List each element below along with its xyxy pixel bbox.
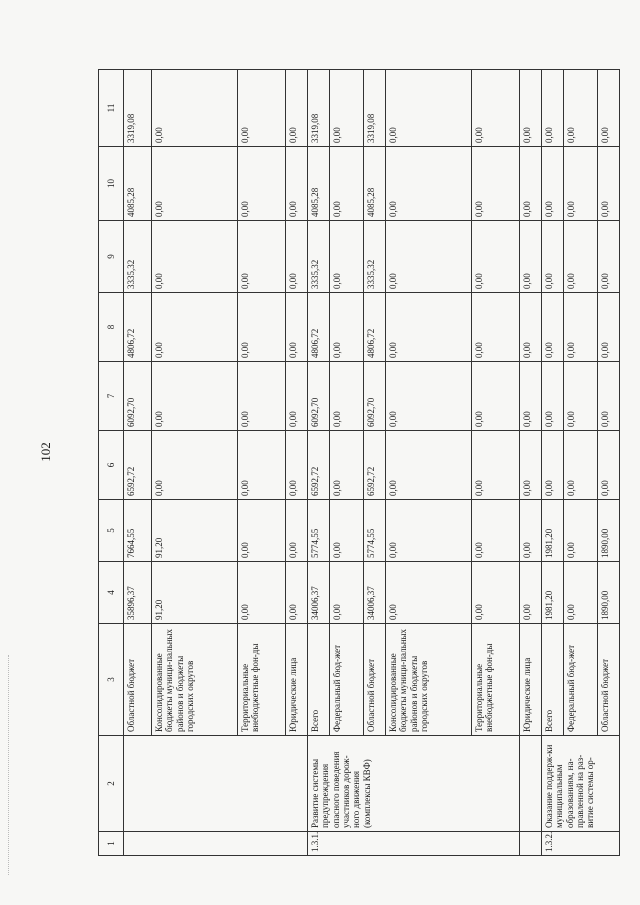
amount-cell: 0,00 — [152, 221, 238, 293]
amount-cell: 0,00 — [386, 70, 472, 147]
amount-cell: 1981,20 — [542, 562, 564, 624]
amount-cell: 0,00 — [238, 147, 286, 221]
amount-cell: 0,00 — [598, 147, 620, 221]
table-header-row — [99, 70, 124, 856]
header-cell: 1 — [99, 832, 124, 856]
header-cell: 7 — [99, 362, 124, 431]
amount-cell: 0,00 — [386, 431, 472, 500]
amount-cell: 6092,70 — [124, 362, 152, 431]
amount-cell: 7664,55 — [124, 500, 152, 562]
amount-cell: 0,00 — [542, 431, 564, 500]
amount-cell: 0,00 — [238, 362, 286, 431]
amount-cell: 0,00 — [564, 362, 598, 431]
amount-cell: 0,00 — [598, 70, 620, 147]
amount-cell: 0,00 — [330, 500, 364, 562]
amount-cell: 0,00 — [564, 221, 598, 293]
funding-source-cell: Областной бюджет — [364, 624, 386, 736]
amount-cell: 0,00 — [472, 221, 520, 293]
amount-cell: 0,00 — [542, 221, 564, 293]
item-number-cell: 1.3.2. — [542, 832, 620, 856]
amount-cell: 0,00 — [598, 221, 620, 293]
amount-cell: 5774,55 — [308, 500, 330, 562]
amount-cell: 0,00 — [238, 562, 286, 624]
amount-cell: 5774,55 — [364, 500, 386, 562]
amount-cell: 0,00 — [238, 500, 286, 562]
amount-cell: 1981,20 — [542, 500, 564, 562]
amount-cell: 0,00 — [330, 221, 364, 293]
funding-source-cell: Областной бюджет — [124, 624, 152, 736]
funding-source-cell: Федеральный бюд-жет — [564, 624, 598, 736]
table-row — [308, 70, 330, 856]
header-cell: 3 — [99, 624, 124, 736]
amount-cell: 4806,72 — [124, 293, 152, 362]
amount-cell: 4806,72 — [364, 293, 386, 362]
table-row — [124, 70, 152, 856]
amount-cell: 4085,28 — [364, 147, 386, 221]
item-number-cell: 1.3.1. — [308, 832, 520, 856]
amount-cell: 0,00 — [472, 70, 520, 147]
amount-cell: 0,00 — [520, 431, 542, 500]
amount-cell: 0,00 — [286, 221, 308, 293]
amount-cell: 0,00 — [238, 70, 286, 147]
amount-cell: 0,00 — [520, 500, 542, 562]
amount-cell: 0,00 — [330, 70, 364, 147]
header-cell: 9 — [99, 221, 124, 293]
table-row — [542, 70, 564, 856]
amount-cell: 0,00 — [472, 362, 520, 431]
funding-source-cell: Территориальные внебюджетные фон-ды — [472, 624, 520, 736]
amount-cell: 0,00 — [286, 500, 308, 562]
amount-cell: 0,00 — [238, 431, 286, 500]
amount-cell: 0,00 — [330, 293, 364, 362]
amount-cell: 0,00 — [564, 431, 598, 500]
amount-cell: 0,00 — [564, 562, 598, 624]
table-row — [520, 70, 542, 856]
scan-edge-mark — [8, 655, 12, 875]
amount-cell: 0,00 — [386, 221, 472, 293]
funding-source-cell: Консолидированные бюджеты муници-пальных районов и бюджеты городских округов — [152, 624, 238, 736]
amount-cell: 6092,70 — [364, 362, 386, 431]
amount-cell: 0,00 — [286, 431, 308, 500]
item-name-cell: Развитие системы предупреждения опасного поведения участников дорож-ного движения (комплексы КВФ) — [308, 736, 520, 832]
amount-cell: 0,00 — [286, 562, 308, 624]
amount-cell: 0,00 — [542, 293, 564, 362]
amount-cell: 0,00 — [152, 431, 238, 500]
amount-cell: 3335,32 — [308, 221, 330, 293]
amount-cell: 3319,08 — [124, 70, 152, 147]
header-cell: 8 — [99, 293, 124, 362]
amount-cell: 0,00 — [386, 362, 472, 431]
amount-cell: 3319,08 — [308, 70, 330, 147]
rotated-table-canvas — [98, 70, 618, 856]
amount-cell: 0,00 — [598, 362, 620, 431]
amount-cell: 34006,37 — [308, 562, 330, 624]
amount-cell: 0,00 — [542, 362, 564, 431]
header-cell: 5 — [99, 500, 124, 562]
header-cell: 4 — [99, 562, 124, 624]
amount-cell: 0,00 — [386, 500, 472, 562]
budget-table — [98, 69, 620, 856]
amount-cell: 6592,72 — [308, 431, 330, 500]
amount-cell: 0,00 — [564, 500, 598, 562]
item-name-cell: Оказание поддерж-ки муниципальным образованиям, на-правленной на раз-витие системы ор- — [542, 736, 620, 832]
funding-source-cell: Территориальные внебюджетные фон-ды — [238, 624, 286, 736]
amount-cell: 0,00 — [238, 221, 286, 293]
amount-cell: 0,00 — [238, 293, 286, 362]
amount-cell: 0,00 — [472, 500, 520, 562]
amount-cell: 0,00 — [520, 70, 542, 147]
amount-cell: 0,00 — [472, 293, 520, 362]
amount-cell: 0,00 — [472, 147, 520, 221]
amount-cell: 0,00 — [286, 70, 308, 147]
amount-cell: 91,20 — [152, 562, 238, 624]
amount-cell: 0,00 — [330, 431, 364, 500]
amount-cell: 0,00 — [152, 70, 238, 147]
amount-cell: 0,00 — [386, 293, 472, 362]
item-name-cell — [520, 736, 542, 832]
amount-cell: 1890,00 — [598, 500, 620, 562]
item-number-cell — [124, 832, 308, 856]
funding-source-cell: Областной бюджет — [598, 624, 620, 736]
amount-cell: 0,00 — [564, 293, 598, 362]
amount-cell: 0,00 — [520, 362, 542, 431]
amount-cell: 34006,37 — [364, 562, 386, 624]
header-cell: 6 — [99, 431, 124, 500]
amount-cell: 0,00 — [286, 362, 308, 431]
item-number-cell — [520, 832, 542, 856]
funding-source-cell: Всего — [542, 624, 564, 736]
amount-cell: 6592,72 — [124, 431, 152, 500]
amount-cell: 0,00 — [286, 293, 308, 362]
amount-cell: 0,00 — [598, 293, 620, 362]
amount-cell: 35896,37 — [124, 562, 152, 624]
funding-source-cell: Юридические лица — [520, 624, 542, 736]
amount-cell: 91,20 — [152, 500, 238, 562]
amount-cell: 0,00 — [542, 70, 564, 147]
amount-cell: 6592,72 — [364, 431, 386, 500]
amount-cell: 0,00 — [386, 562, 472, 624]
amount-cell: 0,00 — [472, 431, 520, 500]
funding-source-cell: Всего — [308, 624, 330, 736]
amount-cell: 0,00 — [520, 221, 542, 293]
amount-cell: 1890,00 — [598, 562, 620, 624]
funding-source-cell: Консолидированные бюджеты муници-пальных районов и бюджеты городских округов — [386, 624, 472, 736]
amount-cell: 0,00 — [520, 293, 542, 362]
amount-cell: 0,00 — [564, 147, 598, 221]
amount-cell: 0,00 — [330, 562, 364, 624]
funding-source-cell: Юридические лица — [286, 624, 308, 736]
amount-cell: 0,00 — [542, 147, 564, 221]
item-name-cell — [124, 736, 308, 832]
funding-source-cell: Федеральный бюд-жет — [330, 624, 364, 736]
amount-cell: 0,00 — [472, 562, 520, 624]
amount-cell: 0,00 — [152, 147, 238, 221]
amount-cell: 0,00 — [520, 147, 542, 221]
amount-cell: 0,00 — [520, 562, 542, 624]
amount-cell: 3335,32 — [124, 221, 152, 293]
amount-cell: 4085,28 — [308, 147, 330, 221]
amount-cell: 3335,32 — [364, 221, 386, 293]
rotated-table-wrapper — [98, 70, 618, 856]
page-number: 102 — [38, 442, 53, 462]
header-cell: 11 — [99, 70, 124, 147]
amount-cell: 0,00 — [598, 431, 620, 500]
amount-cell: 4806,72 — [308, 293, 330, 362]
amount-cell: 0,00 — [564, 70, 598, 147]
amount-cell: 0,00 — [152, 362, 238, 431]
amount-cell: 0,00 — [386, 147, 472, 221]
amount-cell: 3319,08 — [364, 70, 386, 147]
amount-cell: 0,00 — [330, 362, 364, 431]
amount-cell: 0,00 — [286, 147, 308, 221]
amount-cell: 6092,70 — [308, 362, 330, 431]
table-body — [124, 70, 620, 856]
header-cell: 10 — [99, 147, 124, 221]
amount-cell: 0,00 — [152, 293, 238, 362]
header-cell: 2 — [99, 736, 124, 832]
amount-cell: 4085,28 — [124, 147, 152, 221]
amount-cell: 0,00 — [330, 147, 364, 221]
